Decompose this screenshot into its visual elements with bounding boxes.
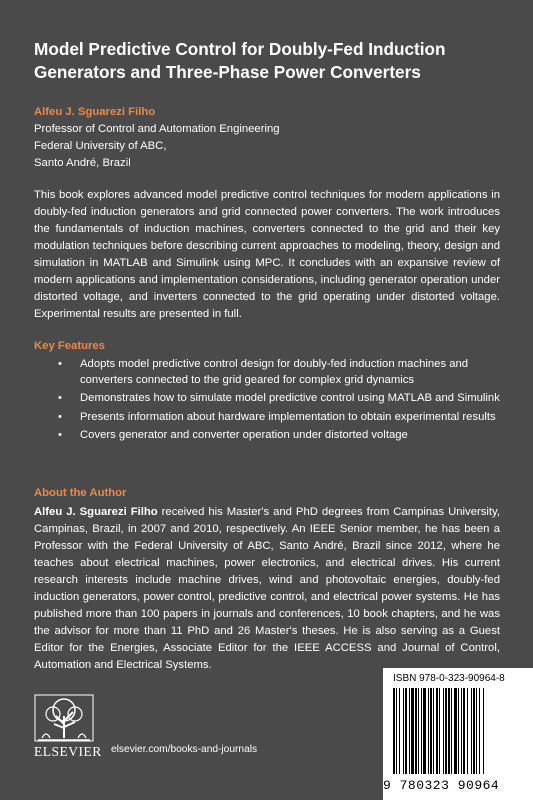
key-feature-item <box>34 391 500 407</box>
barcode-number: 9 780323 90964 <box>383 778 500 793</box>
about-author-text <box>34 504 500 674</box>
publisher-url[interactable]: elsevier.com/books-and-journals <box>111 744 258 755</box>
key-features-list <box>34 357 500 447</box>
key-feature-item <box>34 357 500 388</box>
about-author-heading: About the Author <box>34 487 127 499</box>
key-feature-text: Demonstrates how to simulate model predictive control using MATLAB and Simulink <box>80 392 500 404</box>
book-title <box>34 38 514 84</box>
elsevier-tree-icon <box>34 694 94 742</box>
author-block <box>34 104 504 172</box>
elsevier-wordmark: ELSEVIER <box>34 744 102 759</box>
author-position: Professor of Control and Automation Engineering <box>34 123 280 135</box>
key-features-heading: Key Features <box>34 340 105 352</box>
isbn-label: ISBN 978-0-323-90964-8 <box>393 673 505 684</box>
author-location: Santo André, Brazil <box>34 157 131 169</box>
key-feature-item <box>34 428 500 444</box>
key-feature-item <box>34 410 500 426</box>
bullet-icon: • <box>58 358 62 370</box>
book-title-line-2: Generators and Three-Phase Power Converters <box>34 62 421 82</box>
about-author-name: Alfeu J. Sguarezi Filho <box>34 506 158 518</box>
about-author-bio: received his Master's and PhD degrees from Campinas University, Campinas, Brazil, in 2007 and 2010, respectively. An IEEE Senior member, he has been a Professor with the Federal University of ABC, Santo André, Brazil since 2012, where he teaches about electrical machines, power electronics, and electrical drives. His current research interests include machine drives, wind and photovoltaic energies, doubly-fed induction generators, power control, predictive control, and electrical power systems. He has published more than 100 papers in journals and conferences, 10 book chapters, and he was the advisor for more than 11 PhD and 26 Master's theses. He is also serving as a Guest Editor for the Energies, Associate Editor for the IEEE ACCESS and Journal of Control, Automation and Electrical Systems. <box>34 506 500 671</box>
book-description: This book explores advanced model predictive control techniques for modern applications in doubly-fed induction generators and grid connected power converters. The work introduces the fundamentals of induction machines, converters connected to the grid and their key modulation techniques before describing current approaches to modeling, theory, design and simulation in MATLAB and Simulink using MPC. It concludes with an expansive review of modern applications and implementation considerations, including generator operation under distorted voltage, and inverters connected to the grid operating under distorted voltage. Experimental results are presented in full. <box>34 189 500 320</box>
bullet-icon: • <box>58 392 62 404</box>
key-feature-text: Covers generator and converter operation under distorted voltage <box>80 429 408 441</box>
key-feature-text: Presents information about hardware implementation to obtain experimental results <box>80 410 496 423</box>
barcode-icon <box>391 688 525 778</box>
author-name: Alfeu J. Sguarezi Filho <box>34 106 156 118</box>
barcode-box <box>383 668 533 800</box>
bullet-icon: • <box>58 410 62 423</box>
author-affiliation: Federal University of ABC, <box>34 140 167 152</box>
book-title-line-1: Model Predictive Control for Doubly-Fed Induction <box>34 39 446 59</box>
bullet-icon: • <box>58 429 62 441</box>
key-feature-text: Adopts model predictive control design for doubly-fed induction machines and converters connected to the grid geared for complex grid dynamics <box>80 358 469 386</box>
elsevier-logo <box>34 694 102 760</box>
